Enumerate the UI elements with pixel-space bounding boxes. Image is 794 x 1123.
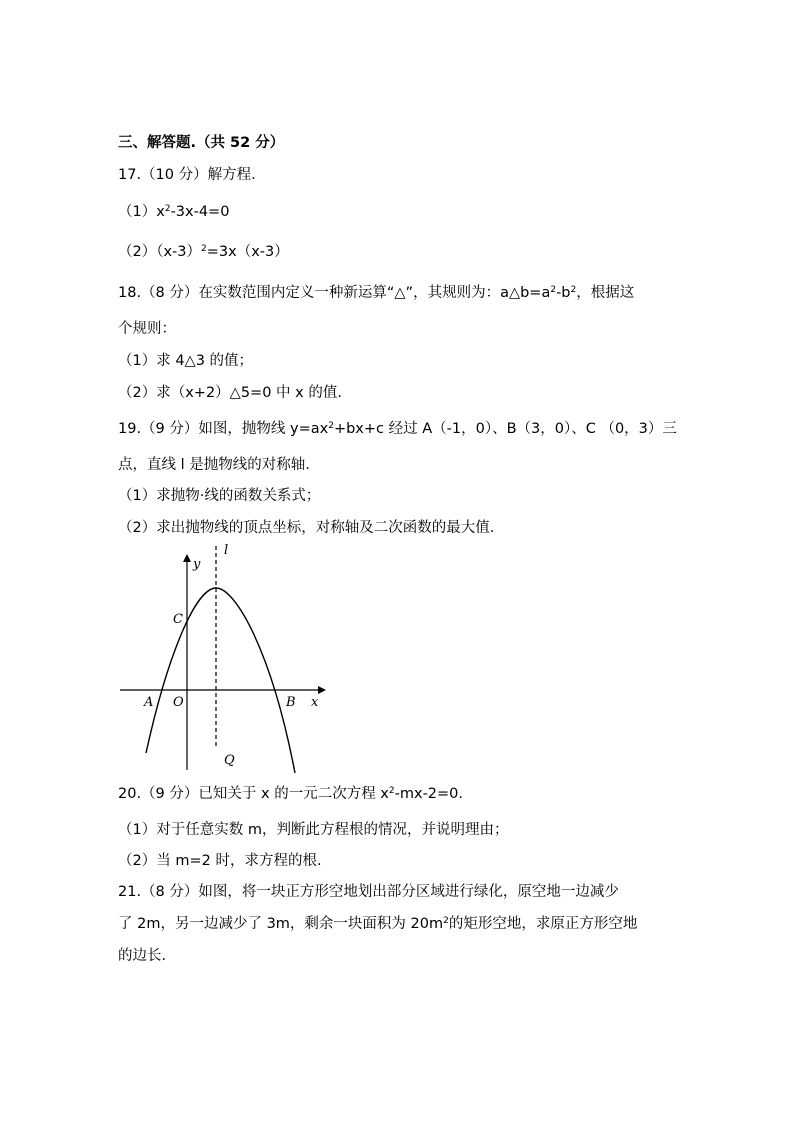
q19-part1: （1）求抛物·线的函数关系式； [118,488,321,504]
section-heading: 三、解答题.（共 52 分） [118,135,285,151]
q20-line1: 20.（9 分）已知关于 x 的一元二次方程 $x^2-mx-2=0$. [118,786,464,802]
label-q: Q [224,753,235,768]
label-y: y [193,557,201,572]
label-b: B [286,695,296,710]
y-axis-arrow [183,554,191,562]
q18-line2: 个规则： [118,321,176,337]
q19-line1: 19.（9 分）如图，抛物线 $y=ax^2+bx+c$ 经过 A（-1，0）、B（3，0）、C （0，3）三 [118,421,677,437]
q17-part1: $(1)x^2-3x-4=0$ [118,204,230,220]
x-axis-arrow [318,686,326,694]
q21-line3: 的边长. [118,948,167,964]
q19-line2: 点，直线 l 是抛物线的对称轴. [118,457,310,473]
parabola-curve [146,588,295,773]
q17-stem: 17.（10 分）解方程. [118,167,256,183]
q20-part1: （1）对于任意实数 m，判断此方程根的情况，并说明理由； [118,822,509,838]
q18-part1: （1）求 4△3 的值； [118,353,254,369]
label-a: A [144,695,154,710]
q21-line2: 了 2m，另一边减少了 3m，剩余一块面积为 $20m^2$的矩形空地，求原正方形空地 [118,916,638,932]
q21-line1: 21.（8 分）如图，将一块正方形空地划出部分区域进行绿化，原空地一边减少 [118,884,619,900]
q18-part2: （2）求（x+2）△5=0 中 x 的值. [118,385,342,401]
q18-line1: 18.（8 分）在实数范围内定义一种新运算“△”，其规则为：$a\triangle b=a^2-b^2$，根据这 [118,285,635,301]
label-o: O [173,695,184,710]
q19-part2: （2）求出抛物线的顶点坐标，对称轴及二次函数的最大值. [118,520,495,536]
label-c: C [173,612,183,627]
label-l: l [224,543,229,558]
parabola-figure [118,538,328,778]
label-x: x [311,695,319,710]
q17-part2: $(2)(x-3)^2=3x(x-3)$ [118,244,289,260]
q20-part2: （2）当 m=2 时，求方程的根. [118,853,322,869]
